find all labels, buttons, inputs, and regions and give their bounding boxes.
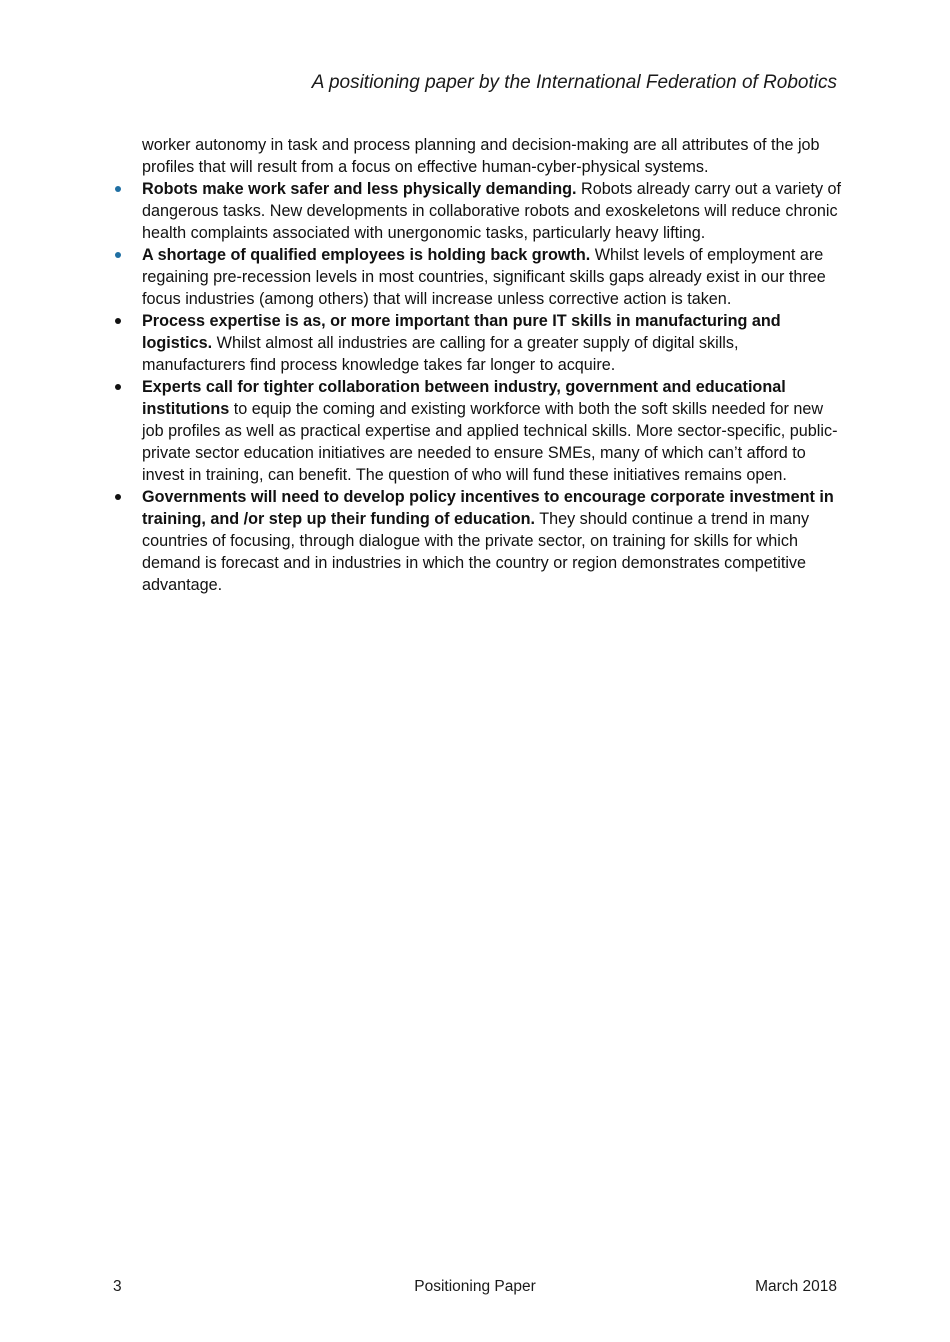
- list-item: [142, 310, 842, 376]
- key-findings-list: [142, 178, 842, 596]
- bullet-text: They should continue a trend in many countries of focusing, through dialogue with the private sector, on training for skills for which demand is forecast and in industries in which the country or region demonstrates competitive advantage.: [142, 510, 810, 594]
- bullet-heading: Experts call for tighter collaboration between industry, government and educational institutions: [142, 378, 786, 418]
- list-item: [142, 178, 842, 244]
- footer-document-type: Positioning Paper: [414, 1278, 536, 1295]
- bullet-text: to equip the coming and existing workforce with both the soft skills needed for new job profiles as well as practical expertise and applied technical skills. More sector-specific, public-private sector education initiatives are needed to ensure SMEs, many of which can’t afford to invest in training, can benefit. The question of who will fund these initiatives remains open.: [142, 400, 838, 484]
- bullet-heading: Governments will need to develop policy incentives to encourage corporate investment in training, and /or step up their funding of education.: [142, 488, 834, 528]
- bullet-heading: A shortage of qualified employees is holding back growth.: [142, 246, 591, 264]
- page-header-title: A positioning paper by the International Federation of Robotics: [311, 72, 837, 93]
- page-number: 3: [113, 1278, 122, 1295]
- bullet-icon: [115, 494, 121, 500]
- list-item: [142, 376, 842, 486]
- bullet-icon: [115, 318, 121, 324]
- list-item: [142, 486, 842, 596]
- bullet-icon: [115, 186, 121, 192]
- bullet-text: Whilst almost all industries are calling for a greater supply of digital skills, manufacturers find process knowledge takes far longer to acquire.: [142, 334, 739, 374]
- bullet-heading: Process expertise is as, or more important than pure IT skills in manufacturing and logistics.: [142, 312, 781, 352]
- document-body: [142, 134, 842, 596]
- bullet-text: Robots already carry out a variety of dangerous tasks. New developments in collaborative robots and exoskeletons will reduce chronic health complaints associated with unergonomic tasks, particularly heavy lifting.: [142, 180, 842, 242]
- bullet-heading: Robots make work safer and less physically demanding.: [142, 180, 577, 198]
- footer-date: March 2018: [755, 1278, 837, 1295]
- bullet-text: Whilst levels of employment are regaining pre-recession levels in most countries, significant skills gaps already exist in our three focus industries (among others) that will increase unless corrective action is taken.: [142, 246, 826, 308]
- list-item: [142, 244, 842, 310]
- bullet-icon: [115, 384, 121, 390]
- bullet-icon: [115, 252, 121, 258]
- page-footer: [113, 1278, 837, 1298]
- continuation-paragraph: worker autonomy in task and process planning and decision-making are all attributes of the job profiles that will result from a focus on effective human-cyber-physical systems.: [142, 136, 820, 176]
